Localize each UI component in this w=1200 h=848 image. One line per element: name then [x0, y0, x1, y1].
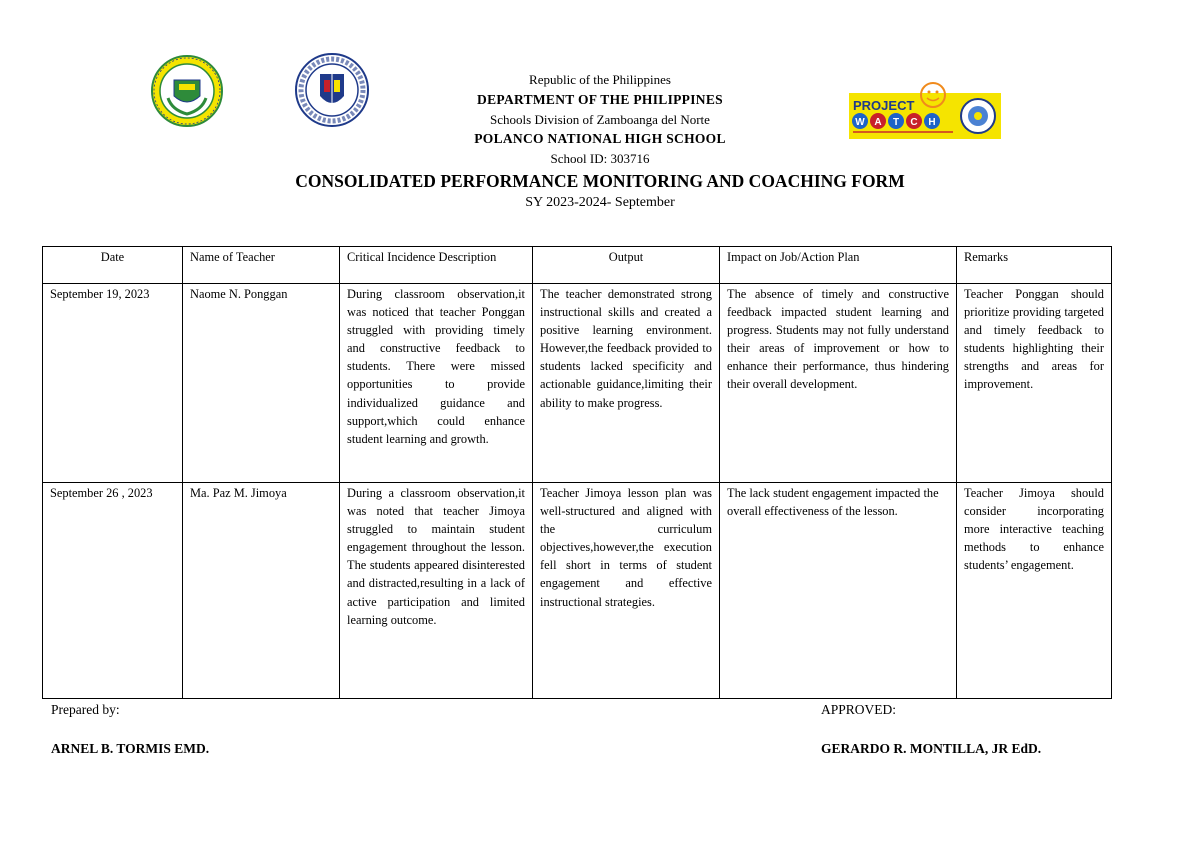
cell-output: The teacher demonstrated strong instructional skills and created a positive learning environment. However,the feedback provided to students lacked specificity and actionable guidance,limiting their ability to make progress. — [533, 284, 720, 483]
col-header-description: Critical Incidence Description — [340, 247, 533, 284]
prepared-by-name: ARNEL B. TORMIS EMD. — [51, 741, 210, 756]
cell-remarks: Teacher Jimoya should consider incorporating more interactive teaching methods to enhance students’ engagement. — [957, 483, 1112, 699]
cell-teacher: Ma. Paz M. Jimoya — [183, 483, 340, 699]
republic-line: Republic of the Philippines — [529, 72, 671, 87]
prepared-by-label: Prepared by: — [51, 702, 120, 717]
table-header-row — [43, 247, 1112, 284]
watch-letter: T — [892, 117, 900, 128]
approved-label: APPROVED: — [821, 702, 897, 717]
col-header-output: Output — [533, 247, 720, 284]
cell-date: September 19, 2023 — [43, 284, 183, 483]
cell-teacher: Naome N. Ponggan — [183, 284, 340, 483]
col-header-impact: Impact on Job/Action Plan — [720, 247, 957, 284]
form-title: CONSOLIDATED PERFORMANCE MONITORING AND COACHING FORM — [295, 171, 905, 191]
cell-impact: The lack student engagement impacted the overall effectiveness of the lesson. — [720, 483, 957, 699]
cell-impact: The absence of timely and constructive feedback impacted student learning and progress. Students may not fully understand their areas of improvement or how to enhance their performance, thus hindering their overall development. — [720, 284, 957, 483]
col-header-teacher: Name of Teacher — [183, 247, 340, 284]
school-name: POLANCO NATIONAL HIGH SCHOOL — [474, 131, 726, 146]
performance-table — [42, 246, 1112, 699]
project-label: PROJECT — [853, 98, 915, 113]
project-watch-logo — [849, 79, 1001, 139]
approved-name: GERARDO R. MONTILLA, JR EdD. — [821, 741, 1042, 756]
cell-date: September 26 , 2023 — [43, 483, 183, 699]
school-year-period: SY 2023-2024- September — [525, 195, 675, 210]
table-row — [43, 284, 1112, 483]
watch-letter: W — [855, 117, 865, 128]
table-row — [43, 483, 1112, 699]
cell-description: During classroom observation,it was noticed that teacher Ponggan struggled with providing timely and constructive feedback to students. There were missed opportunities to provide individualized guidance and support,which could enhance student learning and growth. — [340, 284, 533, 483]
watch-letter: C — [910, 117, 918, 128]
cell-output: Teacher Jimoya lesson plan was well-structured and aligned with the curriculum objectives,however,the execution fell short in terms of student engagement and effective instructional strategies. — [533, 483, 720, 699]
department-line: DEPARTMENT OF THE PHILIPPINES — [477, 92, 723, 107]
watch-letter: H — [928, 117, 936, 128]
division-line: Schools Division of Zamboanga del Norte — [490, 112, 710, 127]
col-header-remarks: Remarks — [957, 247, 1112, 284]
col-header-date: Date — [43, 247, 183, 284]
cell-remarks: Teacher Ponggan should prioritize providing targeted and timely feedback to students highlighting their strengths and areas for improvement. — [957, 284, 1112, 483]
watch-letter: A — [874, 117, 882, 128]
school-id: School ID: 303716 — [550, 151, 650, 166]
cell-description: During a classroom observation,it was noted that teacher Jimoya struggled to maintain student engagement throughout the lesson. The students appeared disinterested and distracted,resulting in a lack of active participation and limited learning outcome. — [340, 483, 533, 699]
